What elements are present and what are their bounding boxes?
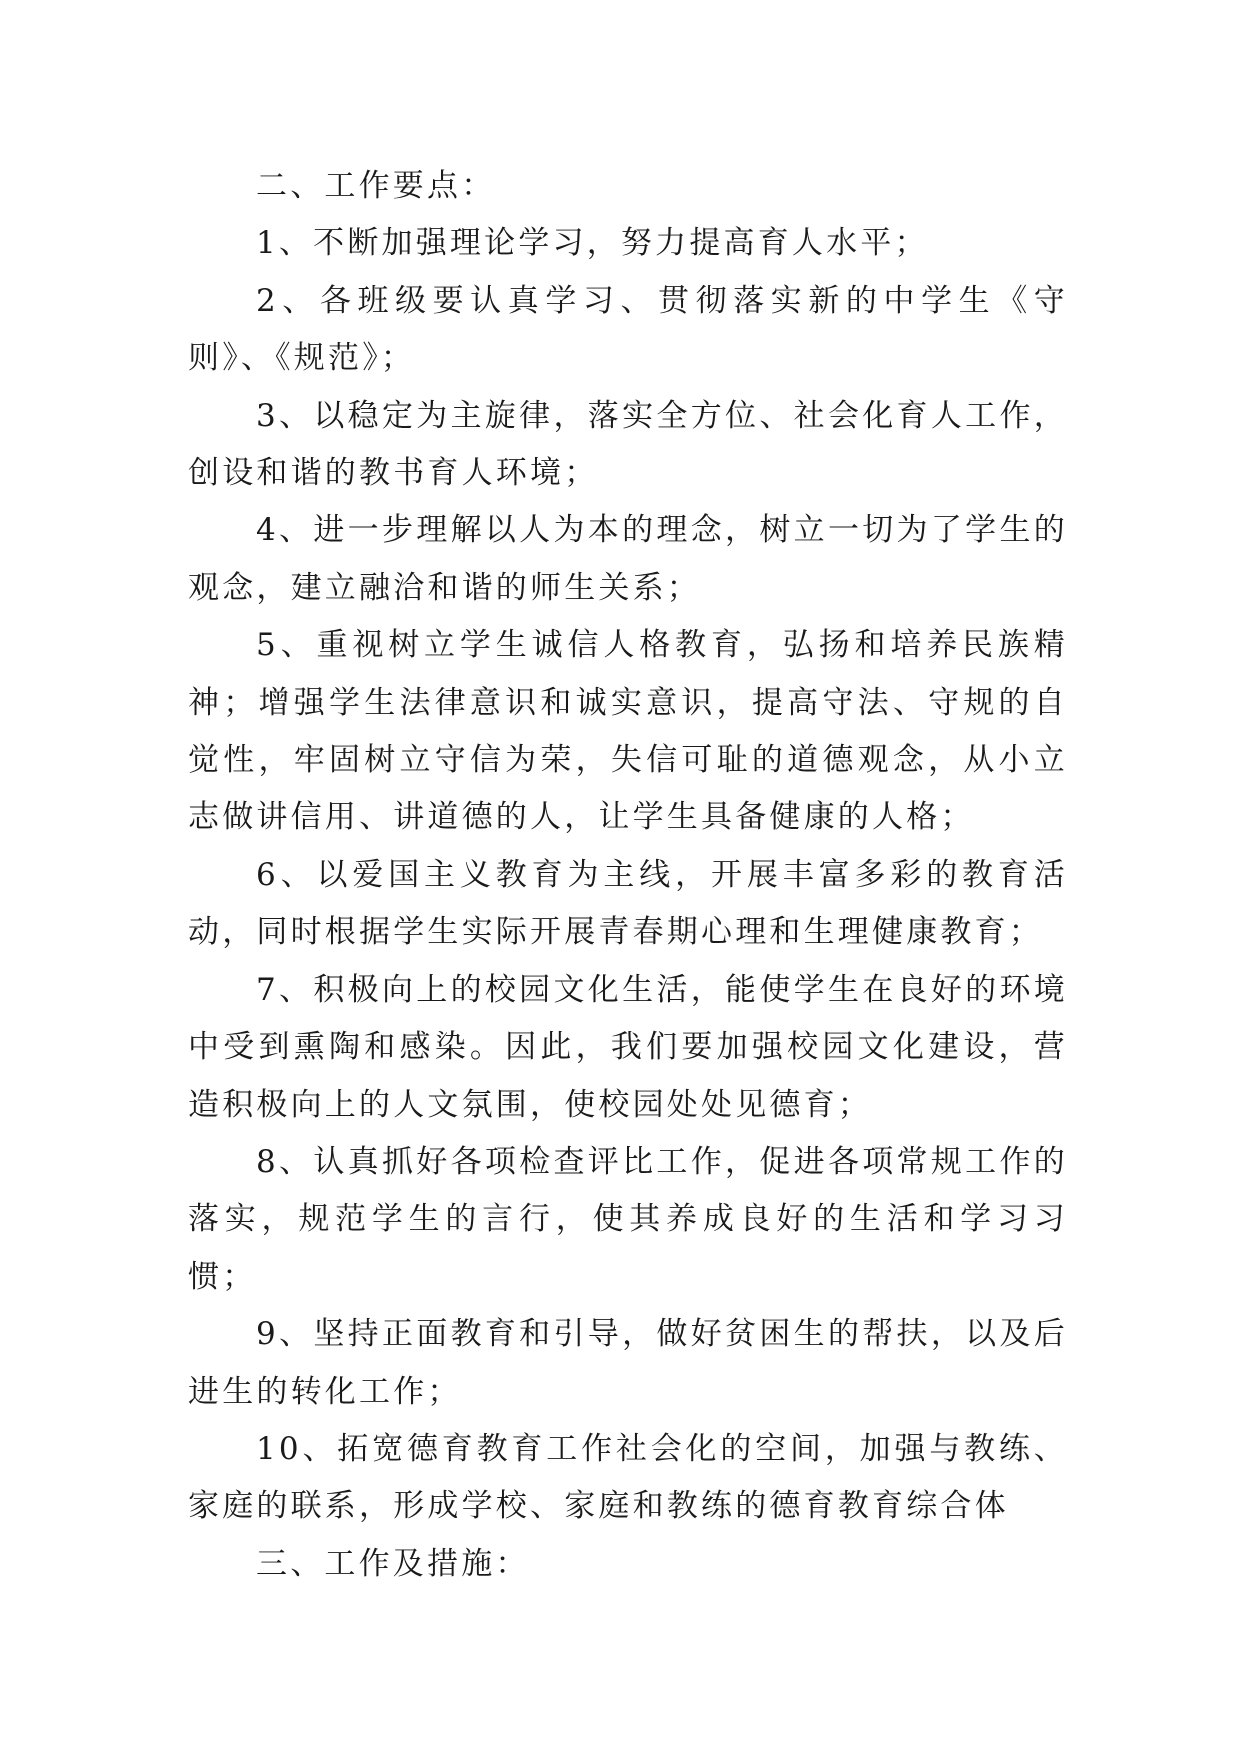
list-item-10: 10、拓宽德育教育工作社会化的空间，加强与教练、家庭的联系，形成学校、家庭和教练的德育教育综合体 (188, 1430, 1068, 1525)
list-item-7: 7、积极向上的校园文化生活，能使学生在良好的环境中受到熏陶和感染。因此，我们要加强校园文化建设，营造积极向上的人文氛围，使校园处处见德育； (188, 971, 1068, 1123)
list-item-4: 4、进一步理解以人为本的理念，树立一切为了学生的观念，建立融洽和谐的师生关系； (188, 512, 1068, 606)
list-item-1: 1、不断加强理论学习，努力提高育人水平； (256, 225, 929, 262)
list-item-9: 9、坚持正面教育和引导，做好贫困生的帮扶，以及后进生的转化工作； (188, 1316, 1068, 1410)
document-body (188, 158, 1068, 1593)
section-heading-measures: 三、工作及措施： (256, 1545, 530, 1582)
section-heading-work-points: 二、工作要点： (256, 168, 496, 204)
list-item-8: 8、认真抓好各项检查评比工作，促进各项常规工作的落实，规范学生的言行，使其养成良好的生活和学习习惯； (188, 1143, 1068, 1295)
list-item-6: 6、以爱国主义教育为主线，开展丰富多彩的教育活动，同时根据学生实际开展青春期心理和生理健康教育； (188, 856, 1068, 951)
list-item-5: 5、重视树立学生诚信人格教育，弘扬和培养民族精神；增强学生法律意识和诚实意识，提高守法、守规的自觉性，牢固树立守信为荣，失信可耻的道德观念，从小立志做讲信用、讲道德的人，让学生具备健康的人格； (188, 627, 1068, 836)
list-item-2: 2、各班级要认真学习、贯彻落实新的中学生《守则》、《规范》； (188, 282, 1068, 377)
list-item-3: 3、以稳定为主旋律，落实全方位、社会化育人工作，创设和谐的教书育人环境； (188, 397, 1068, 492)
